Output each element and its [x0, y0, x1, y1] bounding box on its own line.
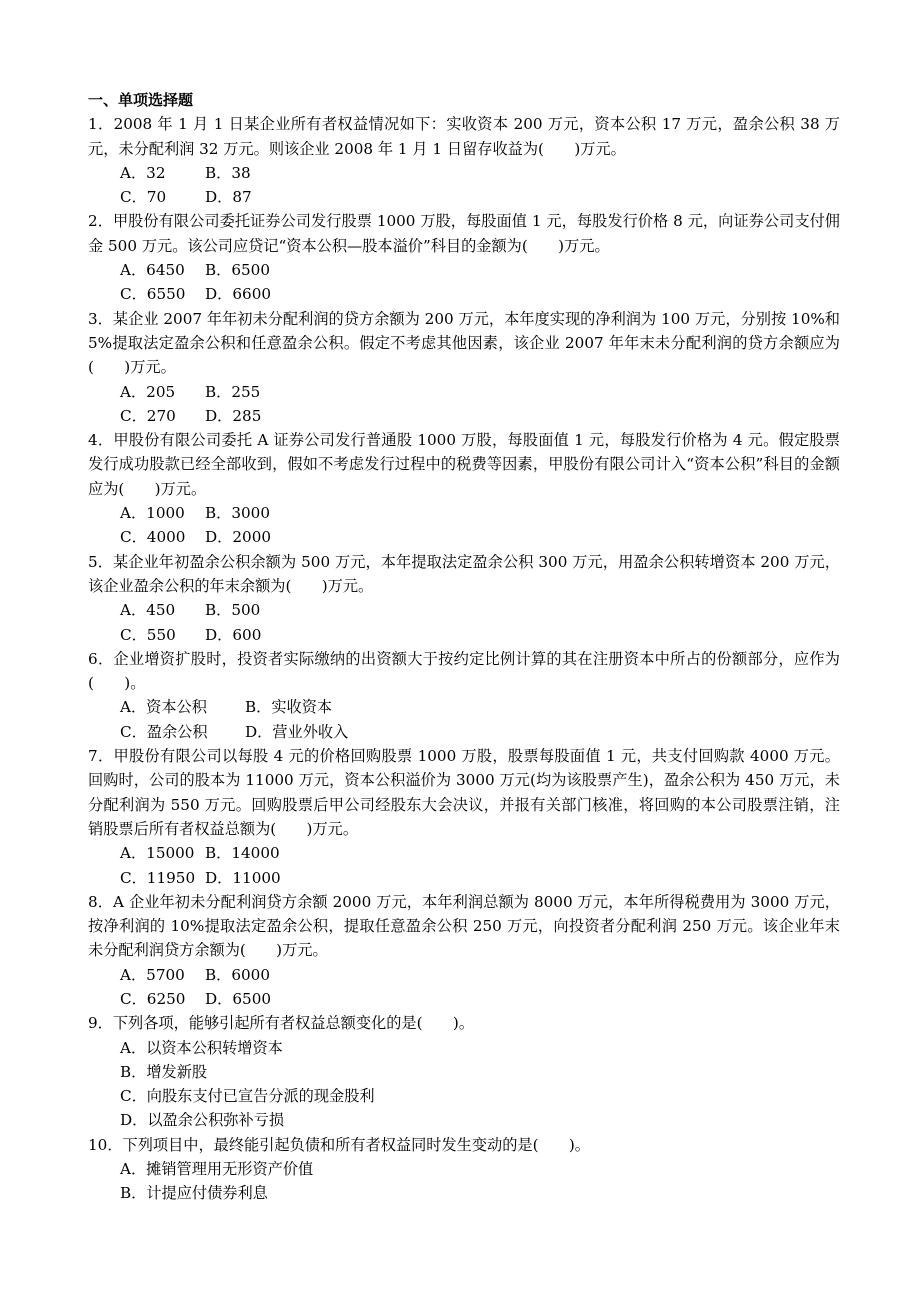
option-a: A．1000: [120, 504, 185, 523]
option-c: C．向股东支付已宣告分派的现金股利: [120, 1087, 375, 1106]
option-c: C．6550: [120, 285, 186, 304]
option-b: B．38: [205, 163, 251, 182]
options-row: [88, 720, 840, 744]
option-c: C．盈余公积: [120, 722, 208, 741]
question-4: 4．甲股份有限公司委托 A 证券公司发行普通股 1000 万股，每股面值 1 元，每股发行价格为 4 元。假定股票发行成功股款已经全部收到，假如不考虑发行过程中的税费等因素，甲股份有限公司计入“资本公积”科目的金额应为( )万元。: [88, 431, 840, 498]
option-a: A．资本公积: [120, 698, 207, 717]
option-b: B．6500: [205, 261, 270, 280]
options-row: [88, 963, 840, 987]
option-b: B．6000: [205, 965, 270, 984]
document-page: [88, 88, 840, 1206]
options-row: [88, 258, 840, 282]
options-row: [88, 695, 840, 719]
options-row: [88, 598, 840, 622]
question-3: 3．某企业 2007 年年初未分配利润的贷方余额为 200 万元，本年度实现的净利润为 100 万元，分别按 10%和 5%提取法定盈余公积和任意盈余公积。假定不考虑其他因素，该企业 2007 年年末未分配利润的贷方余额应为( )万元。: [88, 309, 840, 377]
options-row: [88, 404, 840, 428]
option-b: B．增发新股: [120, 1062, 208, 1081]
option-c: C．4000: [120, 528, 186, 547]
options-row: [88, 623, 840, 647]
option-a: A．205: [120, 382, 176, 401]
options-row: [88, 282, 840, 306]
option-a: A．15000: [120, 844, 195, 863]
option-d: D．6600: [205, 285, 272, 304]
options-row: [88, 841, 840, 865]
question-9: 9．下列各项，能够引起所有者权益总额变化的是( )。: [88, 1014, 475, 1033]
option-a: A．以资本公积转增资本: [120, 1038, 283, 1057]
option-a: A．32: [120, 163, 166, 182]
question-8: 8．A 企业年初未分配利润贷方余额 2000 万元，本年利润总额为 8000 万元，本年所得税费用为 3000 万元，按净利润的 10%提取法定盈余公积，提取任意盈余公积 250 万元，向投资者分配利润 250 万元。该企业年末未分配利润贷方余额为( )万元。: [88, 892, 840, 960]
option-d: D．600: [205, 625, 262, 644]
option-c: C．6250: [120, 989, 186, 1008]
option-b: B．14000: [205, 844, 280, 863]
option-d: D．以盈余公积弥补亏损: [120, 1111, 285, 1130]
option-d: D．11000: [205, 868, 281, 887]
option-d: D．6500: [205, 989, 272, 1008]
option-b: B．500: [205, 601, 261, 620]
option-d: D．营业外收入: [245, 722, 349, 741]
question-5: 5．某企业年初盈余公积余额为 500 万元，本年提取法定盈余公积 300 万元，用盈余公积转增资本 200 万元，该企业盈余公积的年末余额为( )万元。: [88, 552, 840, 595]
option-a: A．5700: [120, 965, 185, 984]
option-a: A．6450: [120, 261, 185, 280]
option-b: B．255: [205, 382, 261, 401]
option-a: A．450: [120, 601, 176, 620]
option-b: B．实收资本: [245, 698, 333, 717]
options-row: [88, 185, 840, 209]
question-2: 2．甲股份有限公司委托证券公司发行股票 1000 万股，每股面值 1 元，每股发行价格 8 元，向证券公司支付佣金 500 万元。该公司应贷记“资本公积—股本溢价”科目的金额为( )万元。: [88, 212, 840, 255]
question-10: 10．下列项目中，最终能引起负债和所有者权益同时发生变动的是( )。: [88, 1135, 590, 1154]
options-row: [88, 987, 840, 1011]
options-row: [88, 866, 840, 890]
options-row: [88, 501, 840, 525]
option-c: C．550: [120, 625, 176, 644]
option-b: B．3000: [205, 504, 270, 523]
option-a: A．摊销管理用无形资产价值: [120, 1160, 314, 1179]
option-c: C．270: [120, 406, 176, 425]
question-7: 7．甲股份有限公司以每股 4 元的价格回购股票 1000 万股，股票每股面值 1 元，共支付回购款 4000 万元。回购时，公司的股本为 11000 万元，资本公积溢价为 3000 万元(均为该股票产生)，盈余公积为 450 万元，未分配利润为 550 万元。回购股票后甲公司经股东大会决议，并报有关部门核准，将回购的本公司股票注销，注销股票后所有者权益总额为( )万元。: [88, 747, 840, 838]
option-c: C．70: [120, 188, 167, 207]
option-d: D．285: [205, 406, 262, 425]
options-row: [88, 525, 840, 549]
question-1: 1．2008 年 1 月 1 日某企业所有者权益情况如下：实收资本 200 万元，资本公积 17 万元，盈余公积 38 万元，未分配利润 32 万元。则该企业 2008 年 1 月 1 日留存收益为( )万元。: [88, 115, 840, 158]
option-d: D．87: [205, 188, 252, 207]
option-c: C．11950: [120, 868, 196, 887]
option-b: B．计提应付债券利息: [120, 1184, 268, 1203]
option-d: D．2000: [205, 528, 272, 547]
question-6: 6．企业增资扩股时，投资者实际缴纳的出资额大于按约定比例计算的其在注册资本中所占的份额部分，应作为( )。: [88, 649, 840, 693]
section-title: 一、单项选择题: [88, 91, 194, 109]
options-row: [88, 380, 840, 404]
options-row: [88, 161, 840, 185]
